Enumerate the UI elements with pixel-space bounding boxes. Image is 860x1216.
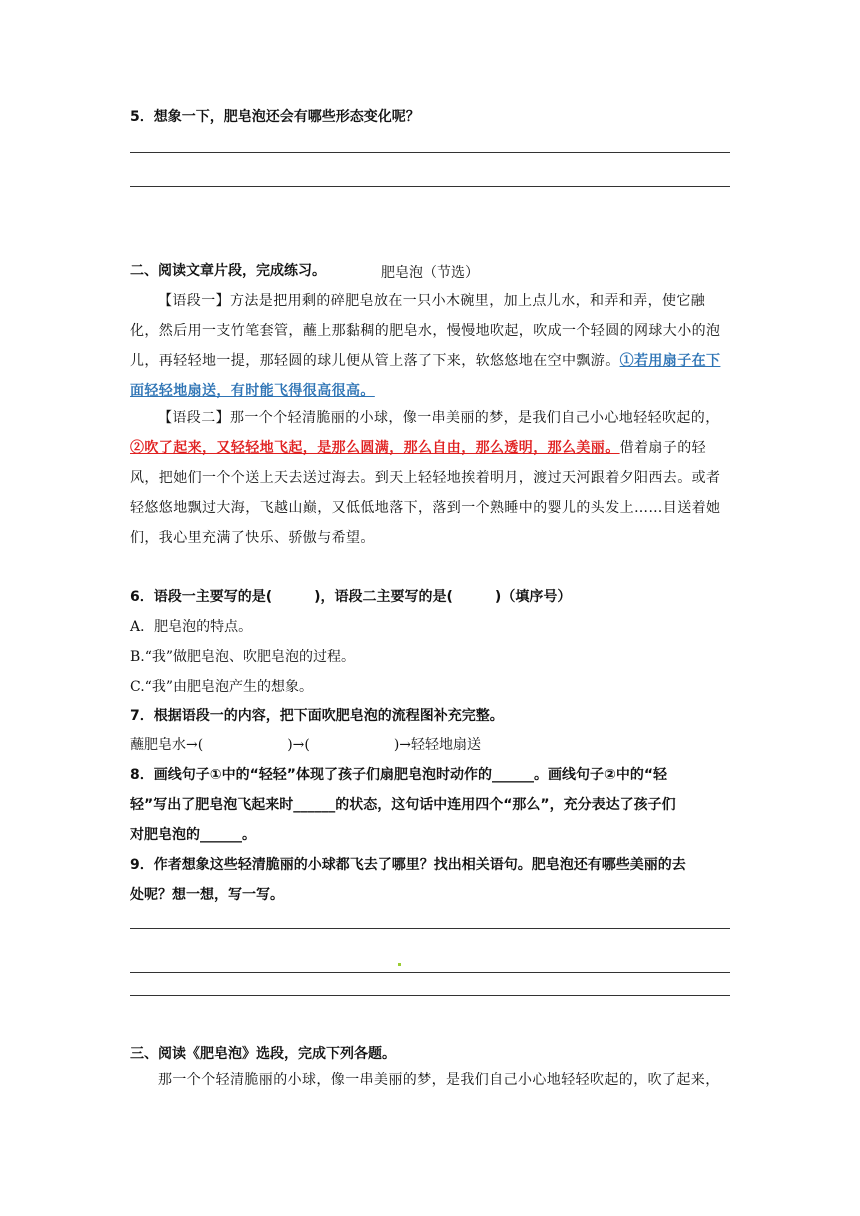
section-2-heading: 二、阅读文章片段，完成练习。 xyxy=(130,263,326,279)
question-5: 5．想象一下，肥皂泡还会有哪些形态变化呢？ xyxy=(130,109,420,125)
question-6: 6．语段一主要写的是( )，语段二主要写的是( )（填序号） xyxy=(130,589,572,605)
para-text: 那一个个轻清脆丽的小球，像一串美丽的梦，是我们自己小心地轻轻吹起的， xyxy=(230,410,720,426)
option-c: C.“我”由肥皂泡产生的想象。 xyxy=(130,679,313,695)
answer-line xyxy=(130,928,730,929)
underlined-sentence-1: ①若用扇子在下面轻轻地扇送，有时能飞得很高很高。 xyxy=(130,353,721,399)
answer-line xyxy=(130,152,730,153)
question-9-line: 处呢？想一想，写一写。 xyxy=(130,887,284,903)
para-label: 【语段二】 xyxy=(158,410,230,426)
passage-paragraph-1 xyxy=(130,286,730,406)
answer-line xyxy=(130,186,730,187)
para-label: 【语段一】 xyxy=(158,293,230,309)
option-a: A．肥皂泡的特点。 xyxy=(130,619,253,635)
option-b: B.“我”做肥皂泡、吹肥皂泡的过程。 xyxy=(130,649,356,665)
question-8-line: 轻”写出了肥皂泡飞起来时______的状态，这句话中连用四个“那么”，充分表达了孩子们 xyxy=(130,797,676,813)
question-8-line: 对肥皂泡的______。 xyxy=(130,827,256,843)
question-9-line: 9．作者想象这些轻清脆丽的小球都飞去了哪里？找出相关语句。肥皂泡还有哪些美丽的去 xyxy=(130,857,686,873)
passage-paragraph-2 xyxy=(130,403,730,553)
section-3-heading: 三、阅读《肥皂泡》选段，完成下列各题。 xyxy=(130,1046,396,1062)
section-3-text: 那一个个轻清脆丽的小球，像一串美丽的梦，是我们自己小心地轻轻吹起的，吹了起来， xyxy=(158,1072,720,1088)
underlined-sentence-2: ②吹了起来，又轻轻地飞起，是那么圆满，那么自由，那么透明，那么美丽。 xyxy=(130,440,620,456)
question-7: 7．根据语段一的内容，把下面吹肥皂泡的流程图补充完整。 xyxy=(130,708,504,724)
para-text: 方法是把用剩的碎肥皂放在一只小木碗里，加上点儿水，和弄和弄，使它融化，然后用一支竹笔套管，蘸上那黏稠的肥皂水，慢慢地吹起，吹成一个轻圆的网球大小的泡儿，再轻轻地一提，那轻圆的球儿便从管上落了下来，软悠悠地在空中飘游。 xyxy=(130,293,721,369)
passage-title: 肥皂泡（节选） xyxy=(381,265,479,281)
para-text: 借着扇子的轻风，把她们一个个送上天去送过海去。到天上轻轻地挨着明月，渡过天河跟着夕阳西去。或者轻悠悠地飘过大海，飞越山巅，又低低地落下，落到一个熟睡中的婴儿的头发上……目送着她们，我心里充满了快乐、骄傲与希望。 xyxy=(130,440,721,546)
answer-line xyxy=(130,972,730,973)
question-8-line: 8．画线句子①中的“轻轻”体现了孩子们扇肥皂泡时动作的______。画线句子②中的“轻 xyxy=(130,767,668,783)
artifact-dot xyxy=(398,963,401,966)
answer-line xyxy=(130,995,730,996)
flow-chart: 蘸肥皂水→( )→( )→轻轻地扇送 xyxy=(130,737,482,753)
